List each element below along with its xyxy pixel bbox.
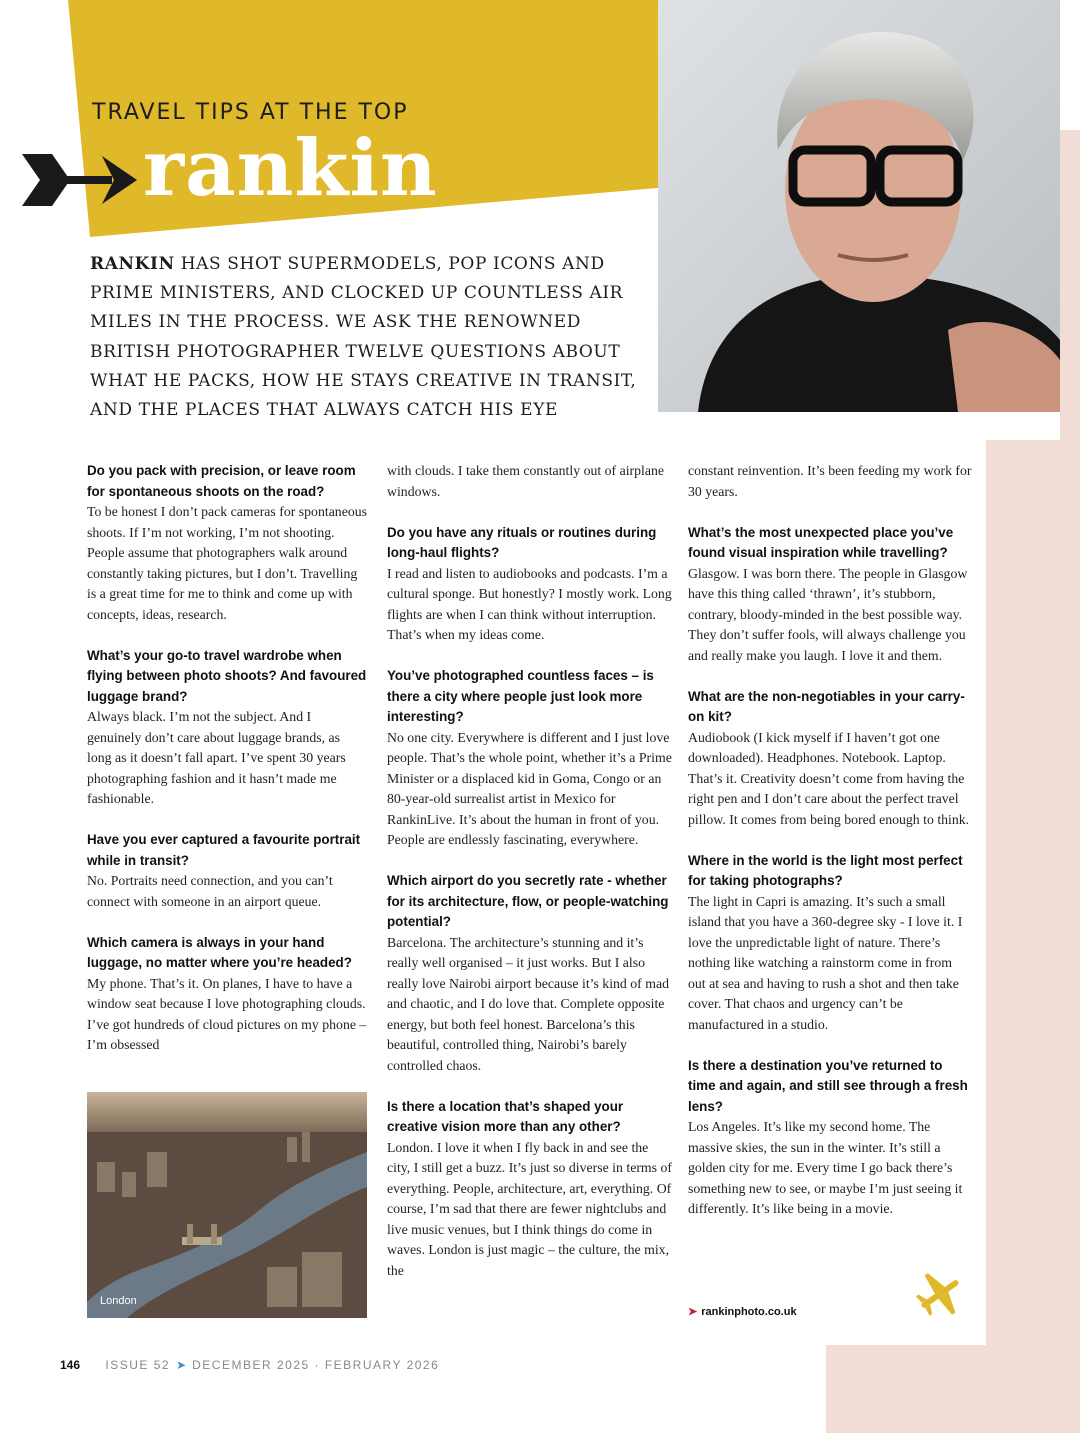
question: You’ve photographed countless faces – is there a city where people just look more interesting?: [387, 668, 654, 724]
qa-item: [387, 1097, 672, 1282]
question: Where in the world is the light most perfect for taking photographs?: [688, 852, 963, 888]
website-text: rankinphoto.co.uk: [701, 1306, 797, 1318]
intro-text: HAS SHOT SUPERMODELS, POP ICONS AND PRIME MINISTERS, AND CLOCKED UP COUNTLESS AIR MILES IN THE PROCESS. WE ASK THE RENOWNED BRITISH PHOTOGRAPHER TWELVE QUESTIONS ABOUT WHAT HE PACKS, HOW HE STAYS CREATIVE IN TRANSIT, AND THE PLACES THAT ALWAYS CATCH HIS EYE: [90, 254, 637, 421]
qa-item: [387, 666, 672, 851]
column-3: [688, 461, 973, 1240]
qa-item: [688, 851, 973, 1036]
answer: To be honest I don’t pack cameras for spontaneous shoots. If I’m not working, I’m not shooting. People assume that photographers walk around constantly taking pictures, but I don’t. Travelling is a great time for me to think and come up with concepts, ideas, research.: [87, 504, 367, 622]
question: Which airport do you secretly rate - whether for its architecture, flow, or people-watching potential?: [387, 873, 669, 929]
answer: London. I love it when I fly back in and see the city, I still get a buzz. It’s just so diverse in terms of everything. People, architecture, art, everything. Of course, I’m sad that there are fewer nightclubs and live music venues, but I think things do come in waves. London is just magic – the culture, the mix, the: [387, 1139, 672, 1278]
issue-dates: DECEMBER 2025 · FEBRUARY 2026: [192, 1358, 440, 1372]
answer: My phone. That’s it. On planes, I have to have a window seat because I love photographing clouds. I’ve got hundreds of cloud pictures on my phone – I’m obsessed: [87, 975, 367, 1052]
qa-continuation: [387, 461, 672, 502]
column-2: [387, 461, 672, 1302]
question: What are the non-negotiables in your carry-on kit?: [688, 688, 965, 724]
answer: The light in Capri is amazing. It’s such a small island that you have a 360-degree sky - I love it. I love the unpredictable light of nature. There’s nothing like watching a rainstorm come in from out at sea and having to rush a shot and then take cover. That chaos and urgency can’t be manufactured in a studio.: [688, 893, 963, 1032]
answer: No. Portraits need connection, and you can’t connect with someone in an airport queue.: [87, 873, 333, 909]
page-number: 146: [60, 1358, 81, 1372]
qa-item: [87, 830, 367, 912]
qa-continuation: [688, 461, 973, 502]
qa-item: [688, 687, 973, 831]
question: Which camera is always in your hand luggage, no matter where you’re headed?: [87, 934, 352, 970]
answer: Audiobook (I kick myself if I haven’t got one downloaded). Headphones. Notebook. Laptop. That’s it. Creativity doesn’t come from having the right pen and I don’t care about the perfect travel pillow. It comes from being bored enough to think.: [688, 729, 970, 827]
arrow-bullet-icon: ➤: [688, 1306, 698, 1318]
kicker: TRAVEL TIPS AT THE TOP: [92, 100, 409, 125]
portrait-photo: [658, 0, 1060, 412]
answer: Glasgow. I was born there. The people in Glasgow have this thing called ‘thrawn’, it’s stubborn, contrary, bloody-minded in the best possible way. They don’t suffer fools, will always challenge you and really make you laugh. I love it and them.: [688, 565, 968, 663]
intro-name: RANKIN: [90, 254, 175, 274]
qa-item: [87, 646, 367, 810]
question: What’s your go-to travel wardrobe when flying between photo shoots? And favoured luggage brand?: [87, 647, 367, 704]
qa-item: [87, 461, 367, 625]
qa-item: [387, 871, 672, 1076]
qa-item: [688, 523, 973, 667]
answer: Los Angeles. It’s like my second home. The massive skies, the sun in the winter. It’s still a golden city for me. Every time I go back there’s something new to see, or maybe I’m just seeing it differently. It’s like being in a movie.: [688, 1119, 963, 1216]
question: Do you have any rituals or routines during long-haul flights?: [387, 524, 657, 560]
airplane-icon: [912, 1266, 968, 1322]
answer: I read and listen to audiobooks and podcasts. I’m a cultural sponge. But honestly? I mostly work. Long flights are when I can think without interruption. That’s when my ideas come.: [387, 565, 672, 642]
answer: No one city. Everywhere is different and I just love people. That’s the whole point, whether it’s a Prime Minister or a displaced kid in Goma, Congo or an 80-year-old surrealist artist in Mexico for RankinLive. It’s about the human in front of you. People are endlessly fascinating, everywhere.: [387, 729, 672, 847]
column-1: [87, 461, 367, 1076]
question: Is there a location that’s shaped your creative vision more than any other?: [387, 1098, 624, 1134]
arrow-icon: [22, 150, 137, 210]
photo-caption: London: [100, 1295, 137, 1307]
answer: Always black. I’m not the subject. And I genuinely don’t care about luggage brands, as long as it doesn’t fall apart. I’ve spent 30 years photographing fashion and it hasn’t made me fashionable.: [87, 709, 346, 806]
qa-item: [387, 523, 672, 646]
footer-arrow-icon: ➤: [176, 1358, 187, 1372]
page-title: rankin: [143, 123, 438, 214]
question: Have you ever captured a favourite portrait while in transit?: [87, 832, 361, 868]
page-footer: [60, 1358, 439, 1372]
intro-paragraph: [90, 250, 650, 425]
issue-label: ISSUE 52: [105, 1358, 171, 1372]
answer-continued: with clouds. I take them constantly out of airplane windows.: [387, 463, 665, 499]
qa-item: [87, 933, 367, 1056]
question: Do you pack with precision, or leave room for spontaneous shoots on the road?: [87, 463, 356, 499]
answer-continued: constant reinvention. It’s been feeding my work for 30 years.: [688, 463, 972, 499]
pink-panel-top: [1060, 130, 1080, 440]
qa-item: [688, 1056, 973, 1220]
london-aerial-photo: [87, 1092, 367, 1318]
answer: Barcelona. The architecture’s stunning and it’s really well organised – it just works. But I also really love Nairobi airport because it’s kind of mad and chaotic, and I do love that. Complete opposite energy, but both feel honest. Barcelona’s this beautiful, controlled thing, Nairobi’s barely controlled chaos.: [387, 934, 669, 1073]
website-link[interactable]: [688, 1305, 797, 1318]
question: What’s the most unexpected place you’ve found visual inspiration while travelling?: [688, 524, 954, 560]
question: Is there a destination you’ve returned to time and again, and still see through a fresh lens?: [688, 1057, 968, 1114]
